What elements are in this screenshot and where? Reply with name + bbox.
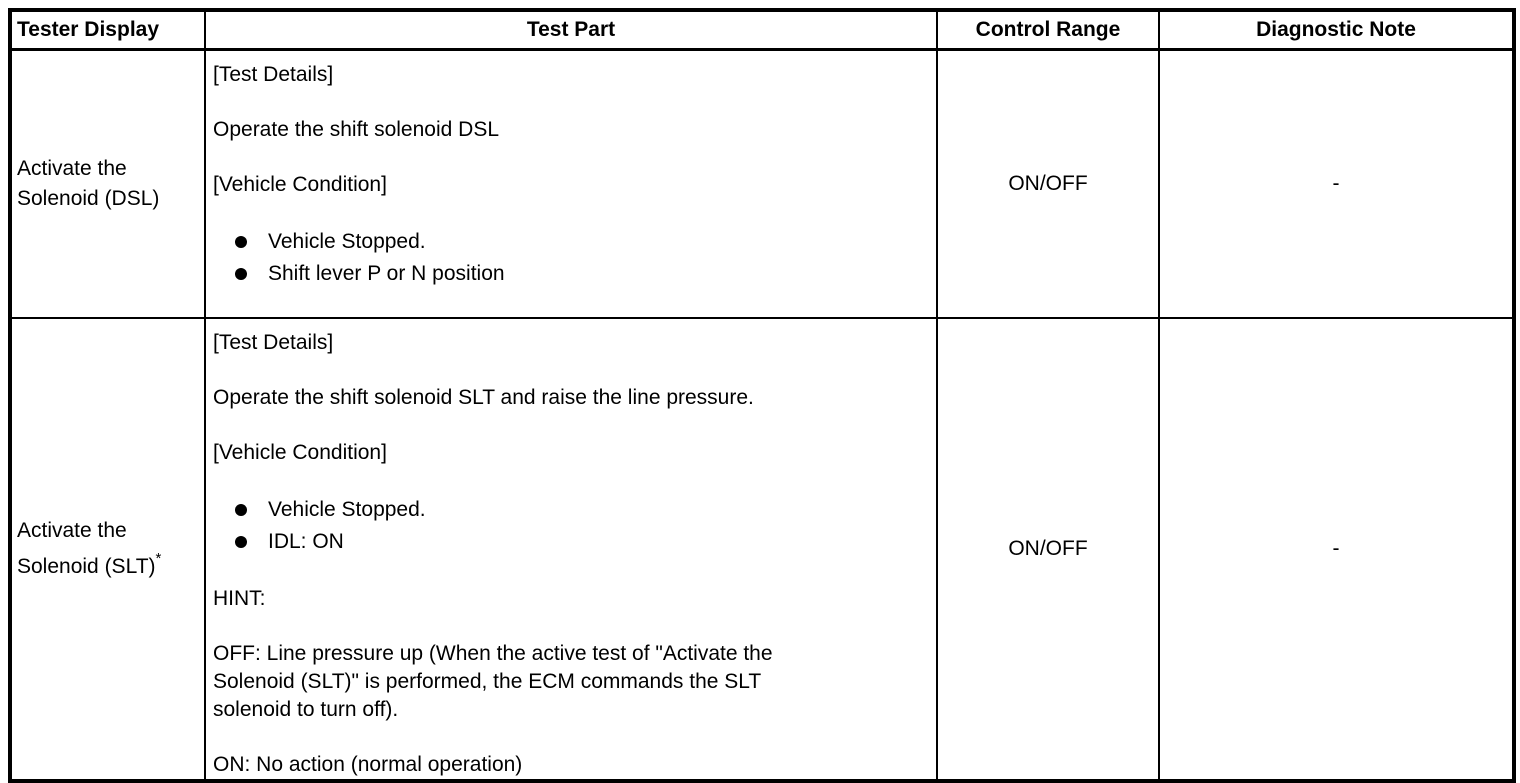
control-range-cell: ON/OFF [937,318,1159,781]
text-line: Solenoid (SLT)" is performed, the ECM commands the SLT [213,669,762,693]
tester-display-text: Activate the Solenoid (DSL) [17,156,160,210]
col-header-test-part: Test Part [205,10,937,49]
test-details-text: Operate the shift solenoid SLT and raise the line pressure. [213,385,754,409]
hint-off-text [213,640,926,724]
col-header-diagnostic-note: Diagnostic Note [1159,10,1514,49]
tester-display-text: Activate the Solenoid (SLT) [17,518,156,578]
table-row-slt [10,318,1514,781]
header-row [10,10,1514,49]
test-details-heading: [Test Details] [213,330,334,354]
hint-heading: HINT: [213,586,266,610]
col-header-control-range: Control Range [937,10,1159,49]
footnote-asterisk: * [155,549,162,567]
test-details-text: Operate the shift solenoid DSL [213,117,500,141]
condition-list [213,494,926,558]
tester-display-cell [10,318,205,781]
vehicle-condition-heading: [Vehicle Condition] [213,172,387,196]
text-line: OFF: Line pressure up (When the active test of "Activate the [213,641,773,665]
condition-item: Vehicle Stopped. [213,494,926,526]
text-line: solenoid to turn off). [213,697,399,721]
test-part-cell [205,49,937,318]
control-range-cell: ON/OFF [937,49,1159,318]
tester-display-cell [10,49,205,318]
condition-list [213,226,926,290]
condition-item: Shift lever P or N position [213,258,926,290]
test-details-heading: [Test Details] [213,62,334,86]
condition-item: IDL: ON [213,526,926,558]
col-header-tester-display: Tester Display [10,10,205,49]
vehicle-condition-heading: [Vehicle Condition] [213,440,387,464]
hint-on-text: ON: No action (normal operation) [213,752,523,776]
diagnostic-note-cell: - [1159,49,1514,318]
condition-item: Vehicle Stopped. [213,226,926,258]
active-test-table [8,8,1516,783]
test-part-cell [205,318,937,781]
diagnostic-note-cell: - [1159,318,1514,781]
table-row-dsl [10,49,1514,318]
